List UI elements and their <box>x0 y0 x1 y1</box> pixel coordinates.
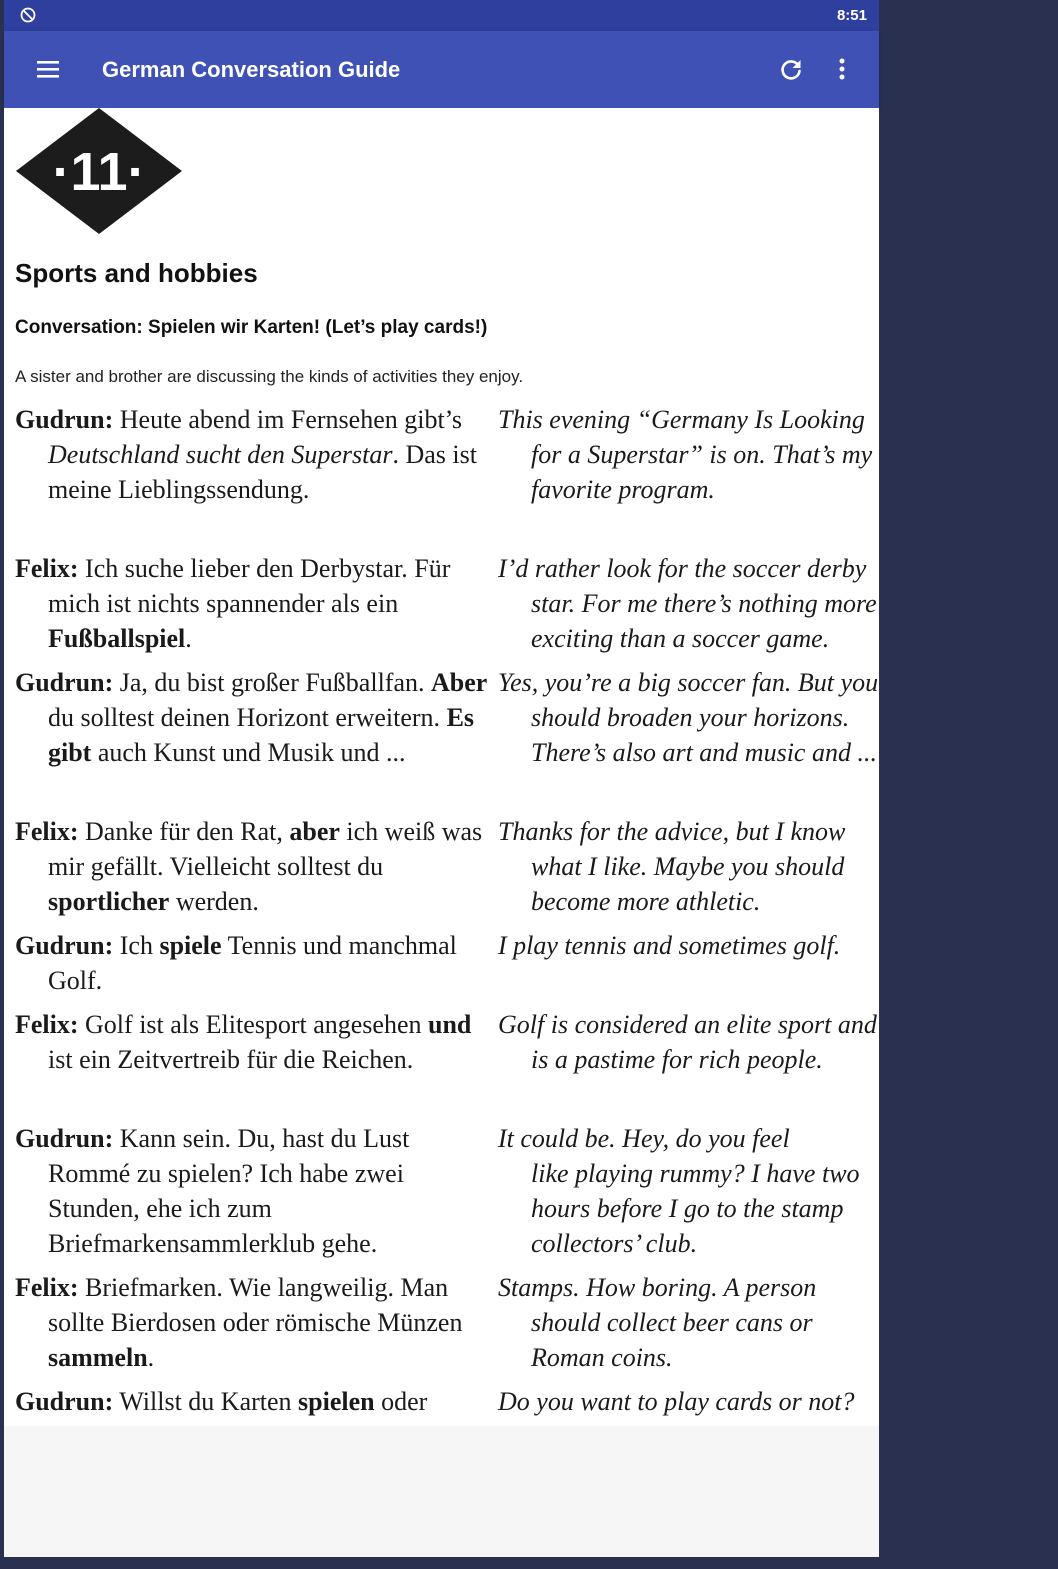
chapter-number-badge <box>14 108 184 234</box>
english-line: This evening “Germany Is Looking <box>498 405 865 434</box>
german-text: . Das ist meine Lieblingssendung. <box>48 440 477 504</box>
english-translation <box>498 1384 1058 1419</box>
english-translation <box>498 551 1058 656</box>
german-title-italic: Deutschland sucht den Superstar <box>48 440 393 469</box>
german-text: Tennis und manchmal Golf. <box>48 931 457 995</box>
german-line <box>15 1121 495 1261</box>
english-line: Golf is considered an elite sport and <box>498 1010 877 1039</box>
english-line: star. For me there’s nothing more <box>531 589 877 618</box>
section-title: Sports and hobbies <box>15 258 258 288</box>
english-line: hours before I go to the stamp <box>531 1194 844 1223</box>
speaker-name: Felix: <box>15 817 79 846</box>
english-line: Stamps. How boring. A person <box>498 1273 817 1302</box>
german-text: Kann sein. Du, hast du Lust Rommé zu spielen? Ich habe zwei Stunden, ehe ich zum Briefmarkensammlerklub gehe. <box>48 1124 410 1258</box>
german-emphasis: sportlicher <box>48 887 170 916</box>
chapter-number: ·11· <box>52 142 146 202</box>
english-line: is a pastime for rich people. <box>531 1045 823 1074</box>
german-text: Ich <box>113 931 160 960</box>
english-line: I’d rather look for the soccer derby <box>498 554 867 583</box>
english-line: Roman coins. <box>531 1343 673 1372</box>
chapter-content <box>4 108 879 1426</box>
status-time: 8:51 <box>836 7 867 24</box>
english-translation <box>498 1007 1058 1077</box>
bottom-blank-area <box>4 1426 879 1557</box>
app-title: German Conversation Guide <box>102 57 401 82</box>
speaker-name: Gudrun: <box>15 1387 114 1416</box>
english-line: There’s also art and music and ... <box>531 738 877 767</box>
english-line: I play tennis and sometimes golf. <box>498 931 841 960</box>
german-line <box>15 1007 495 1077</box>
english-line: It could be. Hey, do you feel <box>498 1124 790 1153</box>
speaker-name: Gudrun: <box>15 1124 114 1153</box>
english-line: Yes, you’re a big soccer fan. But you <box>498 668 879 697</box>
german-emphasis: Es gibt <box>48 703 475 767</box>
english-line: for a Superstar” is on. That’s my <box>531 440 873 469</box>
app-bar <box>4 31 879 108</box>
german-emphasis: aber <box>289 817 340 846</box>
german-text: Ich suche lieber den Derbystar. Für mich ist nichts spannender als ein <box>48 554 451 618</box>
english-line: collectors’ club. <box>531 1229 698 1258</box>
german-line <box>15 1270 495 1375</box>
german-text: Heute abend im Fernsehen gibt’s <box>113 405 463 434</box>
english-line: Do you want to play cards or not? <box>498 1387 855 1416</box>
german-line <box>15 928 495 998</box>
german-line <box>15 814 495 919</box>
no-sync-icon <box>20 7 36 23</box>
english-line: what I like. Maybe you should <box>531 852 845 881</box>
german-emphasis: sammeln <box>48 1343 148 1372</box>
german-emphasis: Aber <box>431 668 488 697</box>
english-line: Thanks for the advice, but I know <box>498 817 846 846</box>
german-emphasis: und <box>428 1010 472 1039</box>
english-line: should collect beer cans or <box>531 1308 813 1337</box>
english-translation <box>498 1270 1058 1375</box>
conversation-intro: A sister and brother are discussing the kinds of activities they enjoy. <box>15 367 524 386</box>
german-text: . <box>147 1343 155 1372</box>
speaker-name: Felix: <box>15 1273 79 1302</box>
english-translation <box>498 665 1058 770</box>
speaker-name: Gudrun: <box>15 668 114 697</box>
english-line: favorite program. <box>531 475 715 504</box>
english-translation <box>498 928 1058 963</box>
speaker-name: Felix: <box>15 554 79 583</box>
speaker-name: Gudrun: <box>15 931 114 960</box>
german-text: Ja, du bist großer Fußballfan. <box>113 668 431 697</box>
german-emphasis: spielen <box>298 1387 375 1416</box>
german-text: ist ein Zeitvertreib für die Reichen. <box>48 1045 414 1074</box>
english-line: exciting than a soccer game. <box>531 624 830 653</box>
german-text: Willst du Karten <box>113 1387 299 1416</box>
conversation-title: Conversation: Spielen wir Karten! (Let’s play cards!) <box>15 317 488 338</box>
german-text: . <box>185 624 192 653</box>
german-text: oder <box>381 1387 428 1416</box>
german-text: auch Kunst und Musik und ... <box>91 738 406 767</box>
english-line: like playing rummy? I have two <box>531 1159 860 1188</box>
german-line <box>15 665 495 770</box>
german-line <box>15 551 495 656</box>
english-translation <box>498 814 1058 919</box>
more-vertical-icon[interactable] <box>830 57 854 83</box>
english-line: become more athletic. <box>531 887 761 916</box>
speaker-name: Felix: <box>15 1010 79 1039</box>
speaker-name: Gudrun: <box>15 405 114 434</box>
status-bar <box>4 0 879 31</box>
german-text: Briefmarken. Wie langweilig. Man sollte Bierdosen oder römische Münzen <box>48 1273 463 1337</box>
hamburger-menu-icon[interactable] <box>37 59 61 79</box>
german-text: ich weiß was mir gefällt. Vielleicht solltest du <box>48 817 483 881</box>
german-emphasis: Fußballspiel <box>48 624 186 653</box>
device-screen <box>4 0 879 1557</box>
german-text: du solltest deinen Horizont erweitern. <box>48 703 447 732</box>
english-translation <box>498 402 1058 507</box>
english-translation <box>498 1121 1058 1261</box>
german-text: Golf ist als Elitesport angesehen <box>78 1010 429 1039</box>
german-text: Danke für den Rat, <box>78 817 290 846</box>
german-text: werden. <box>169 887 259 916</box>
refresh-icon[interactable] <box>778 57 804 83</box>
english-line: should broaden your horizons. <box>531 703 850 732</box>
german-line <box>15 402 495 507</box>
german-emphasis: spiele <box>159 931 222 960</box>
